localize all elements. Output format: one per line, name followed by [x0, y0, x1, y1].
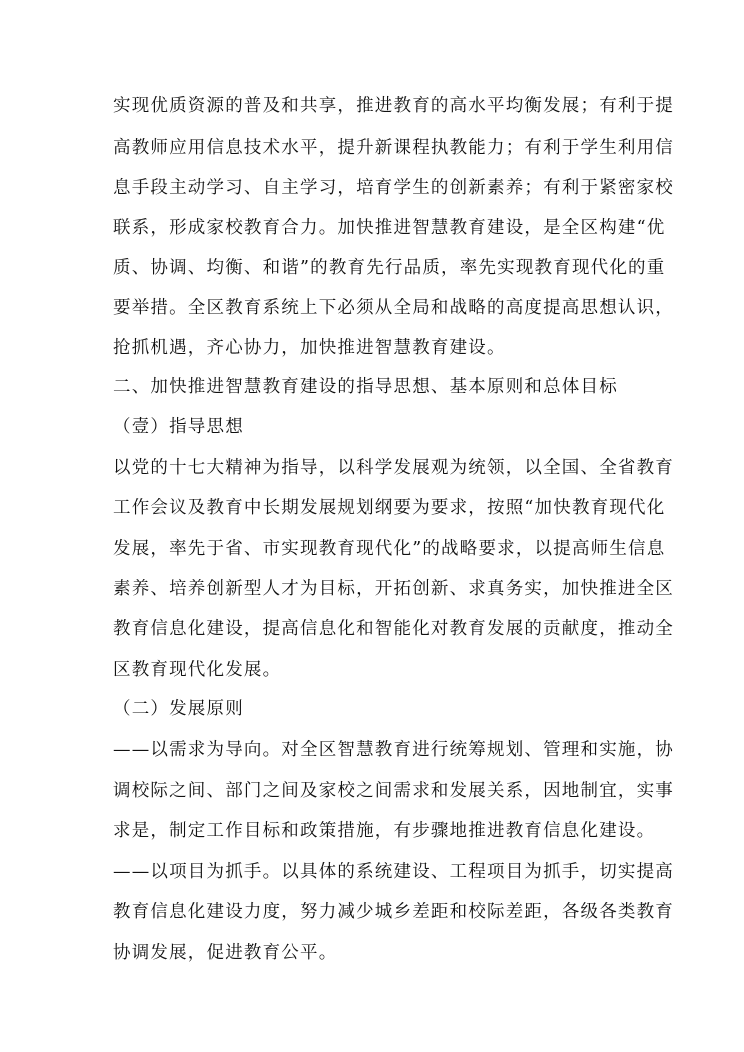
- body-text-line: 抢抓机遇，齐心协力，加快推进智慧教育建设。: [113, 338, 506, 358]
- body-text-line: 以党的十七大精神为指导，以科学发展观为统领，以全国、全省教育: [113, 458, 674, 478]
- body-text-line: 要举措。全区教育系统上下必须从全局和战略的高度提高思想认识，: [113, 298, 674, 318]
- body-text-line: 区教育现代化发展。: [113, 660, 282, 680]
- body-text-line: 教育信息化建设力度，努力减少城乡差距和校际差距，各级各类教育: [113, 902, 674, 922]
- body-text-line: ——以项目为抓手。以具体的系统建设、工程项目为抓手，切实提高: [113, 862, 674, 882]
- body-text-line: 教育信息化建设，提高信息化和智能化对教育发展的贡献度，推动全: [113, 619, 674, 639]
- body-text-line: 工作会议及教育中长期发展规划纲要为要求，按照“加快教育现代化: [113, 498, 666, 518]
- body-text-line: 质、协调、均衡、和谐”的教育先行品质，率先实现教育现代化的重: [113, 258, 666, 278]
- body-text-line: 协调发展，促进教育公平。: [113, 943, 338, 963]
- body-text-line: 联系，形成家校教育合力。加快推进智慧教育建设，是全区构建“优: [113, 218, 666, 238]
- body-text-line: 高教师应用信息技术水平，提升新课程执教能力；有利于学生利用信: [113, 138, 674, 158]
- body-text-line: 调校际之间、部门之间及家校之间需求和发展关系，因地制宜，实事: [113, 781, 674, 801]
- body-text-line: 素养、培养创新型人才为目标，开拓创新、求真务实，加快推进全区: [113, 579, 674, 599]
- section-heading: 二、加快推进智慧教育建设的指导思想、基本原则和总体目标: [113, 377, 618, 397]
- subsection-heading: （壹）指导思想: [113, 417, 244, 437]
- subsection-heading: （二）发展原则: [113, 699, 244, 719]
- body-text-line: 实现优质资源的普及和共享，推进教育的高水平均衡发展；有利于提: [113, 96, 674, 116]
- body-text-line: ——以需求为导向。对全区智慧教育进行统筹规划、管理和实施，协: [113, 740, 674, 760]
- body-text-line: 息手段主动学习、自主学习，培育学生的创新素养；有利于紧密家校: [113, 178, 674, 198]
- body-text-line: 求是，制定工作目标和政策措施，有步骤地推进教育信息化建设。: [113, 821, 656, 841]
- body-text-line: 发展，率先于省、市实现教育现代化”的战略要求，以提高师生信息: [113, 539, 666, 559]
